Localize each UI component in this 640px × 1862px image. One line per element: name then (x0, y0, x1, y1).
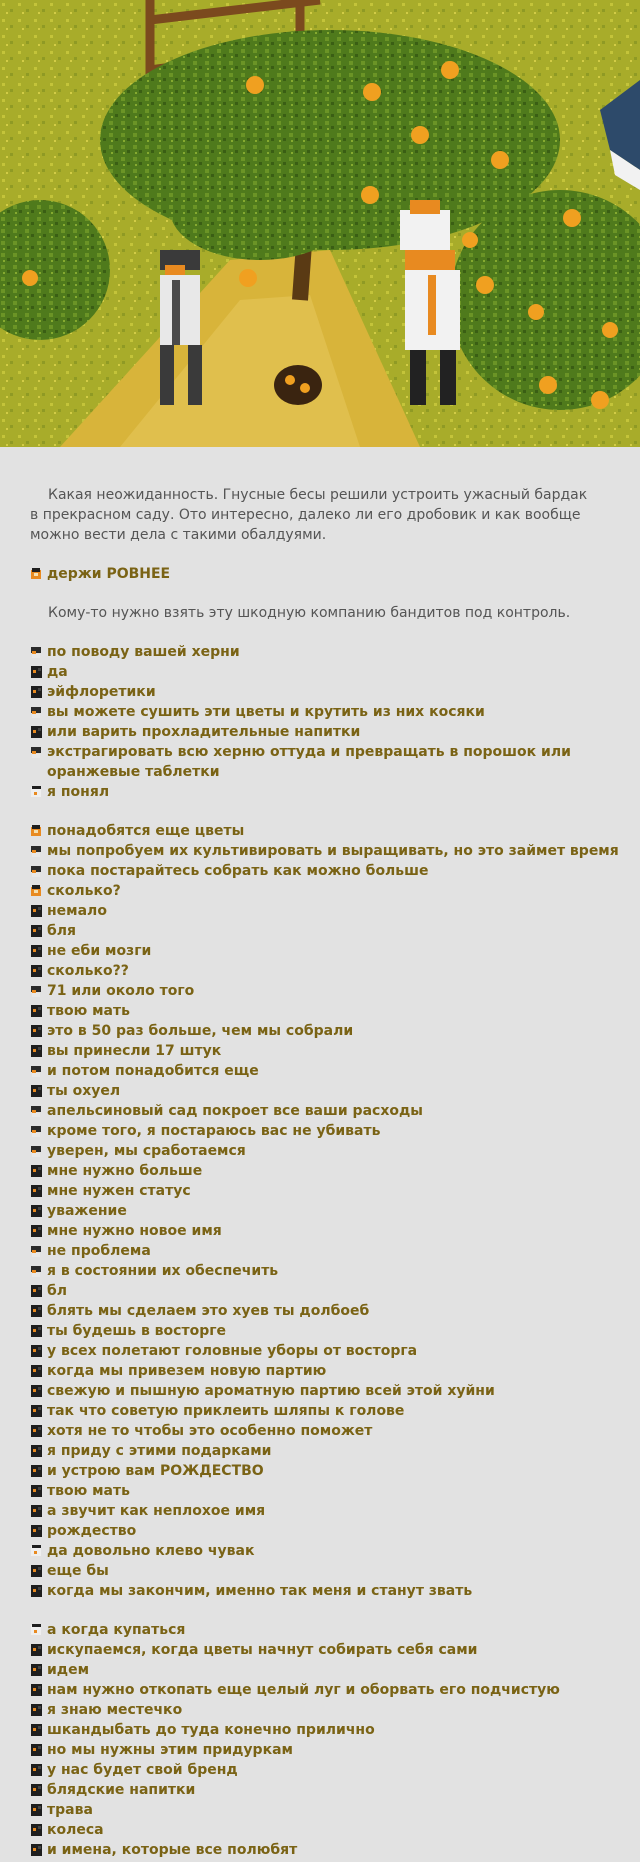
dark-character-icon (29, 1404, 43, 1418)
dialogue-line (29, 1521, 640, 1541)
goggles-character-icon (29, 1264, 43, 1278)
dialogue-line (29, 1281, 640, 1301)
dialogue-line (29, 1021, 640, 1041)
dark-character-icon (29, 1384, 43, 1398)
dialogue-line (29, 642, 640, 662)
dialogue-text: мне нужно новое имя (47, 1223, 222, 1239)
paragraph-gap (0, 545, 640, 564)
dialogue-text: и имена, которые все полюбят (47, 1842, 298, 1858)
dialogue-text: твою мать (47, 1003, 130, 1019)
dialogue-line (29, 1301, 640, 1321)
dialogue-text: а звучит как неплохое имя (47, 1503, 266, 1519)
dialogue-line (29, 1081, 640, 1101)
dialogue-text: нам нужно откопать еще целый луг и оборвать его подчистую (47, 1682, 560, 1698)
dialogue-text: и потом понадобится еще (47, 1063, 259, 1079)
dialogue-text: блять мы сделаем это хуев ты долбоеб (47, 1303, 370, 1319)
dark-character-icon (29, 1304, 43, 1318)
dark-character-icon (29, 1184, 43, 1198)
dialogue-line (29, 1780, 640, 1800)
dark-character-icon (29, 1584, 43, 1598)
dark-character-icon (29, 1564, 43, 1578)
dialogue-line (29, 1001, 640, 1021)
goggles-character-icon (29, 1104, 43, 1118)
dialogue-text: мне нужен статус (47, 1183, 191, 1199)
dialogue-line (29, 1481, 640, 1501)
dark-character-icon (29, 1504, 43, 1518)
dialogue-line (29, 1141, 640, 1161)
dark-character-icon (29, 1364, 43, 1378)
dialogue-line (29, 1061, 640, 1081)
dark-character-icon (29, 1044, 43, 1058)
dialogue-text: рождество (47, 1523, 137, 1539)
dialogue-line (29, 901, 640, 921)
dialogue-text: хотя не то чтобы это особенно поможет (47, 1423, 373, 1439)
dialogue-text: блядские напитки (47, 1782, 196, 1798)
dark-character-icon (29, 1204, 43, 1218)
dark-character-icon (29, 1723, 43, 1737)
dialogue-text: и устрою вам РОЖДЕСТВО (47, 1463, 264, 1479)
goggles-character-icon (29, 1124, 43, 1138)
dialogue-text: ты будешь в восторге (47, 1323, 227, 1339)
dark-character-icon (29, 964, 43, 978)
dialogue-line (29, 1820, 640, 1840)
dark-character-icon (29, 1324, 43, 1338)
dialogue-text: я приду с этими подарками (47, 1443, 272, 1459)
dialogue-text: ты охуел (47, 1083, 121, 1099)
dialogue-text: держи РОВНЕЕ (47, 566, 171, 582)
game-scene (0, 0, 640, 447)
dialogue-line (29, 1161, 640, 1181)
grey-character-icon (29, 1623, 43, 1637)
dialogue-text: так что советую приклеить шляпы к голове (47, 1403, 405, 1419)
dialogue-text: сколько?? (47, 963, 129, 979)
dialogue-text: не проблема (47, 1243, 151, 1259)
dialogue-line (29, 1660, 640, 1680)
dialogue-line (29, 841, 640, 861)
dark-character-icon (29, 1004, 43, 1018)
dialogue-line (29, 1561, 640, 1581)
narration-text: Какая неожиданность. Гнусные бесы решили устроить ужасный бардак в прекрасном саду. Ото интересно, далеко ли его дробовик и как вообще можно вести дела с такими обалдуями. (30, 487, 588, 543)
dialogue-line (29, 1121, 640, 1141)
dark-character-icon (29, 1464, 43, 1478)
dialogue-line (29, 1241, 640, 1261)
dialogue-line (29, 1640, 640, 1660)
dialogue-line (29, 1620, 640, 1640)
paragraph-gap (0, 584, 640, 603)
dialogue-line (29, 881, 640, 901)
dialogue-text: я понял (47, 784, 110, 800)
dialogue-line (29, 1800, 640, 1820)
dialogue-text: колеса (47, 1822, 104, 1838)
goggles-character-icon (29, 1144, 43, 1158)
dark-character-icon (29, 1643, 43, 1657)
dialogue-text: шкандыбать до туда конечно прилично (47, 1722, 375, 1738)
grey-character-icon (29, 785, 43, 799)
dialogue-text: но мы нужны этим придуркам (47, 1742, 293, 1758)
dark-character-icon (29, 1524, 43, 1538)
dialogue-text: у всех полетают головные уборы от восторга (47, 1343, 418, 1359)
dark-character-icon (29, 1284, 43, 1298)
dialogue-text: когда мы привезем новую партию (47, 1363, 327, 1379)
dialogue-line (29, 662, 640, 682)
grey-character-icon (29, 1544, 43, 1558)
dialogue-line (29, 921, 640, 941)
dialogue-line (29, 1201, 640, 1221)
dark-character-icon (29, 1224, 43, 1238)
goggles-character-icon (29, 844, 43, 858)
dark-character-icon (29, 1663, 43, 1677)
goggles-character-icon (29, 705, 43, 719)
dialogue-line (29, 1461, 640, 1481)
goggles-character-icon (29, 645, 43, 659)
dark-character-icon (29, 1444, 43, 1458)
dialogue-line (29, 1760, 640, 1780)
dialogue-line (29, 1700, 640, 1720)
dark-character-icon (29, 1803, 43, 1817)
dialogue-text: уважение (47, 1203, 127, 1219)
dialogue-line (29, 722, 640, 742)
dialogue-line (29, 1740, 640, 1760)
dialogue-text: идем (47, 1662, 90, 1678)
dialogue-line (29, 821, 640, 841)
dialogue-text: бл (47, 1283, 68, 1299)
dark-character-icon (29, 1743, 43, 1757)
dialogue-text: я в состоянии их обеспечить (47, 1263, 279, 1279)
goggles-character-icon (29, 984, 43, 998)
dialogue-line (29, 1381, 640, 1401)
dialogue-line (29, 1181, 640, 1201)
dialogue-text: или варить прохладительные напитки (47, 724, 361, 740)
dark-character-icon (29, 1024, 43, 1038)
dialogue-line (29, 1541, 640, 1561)
dialogue-line (29, 564, 640, 584)
dialogue-text: понадобятся еще цветы (47, 823, 245, 839)
orange-character-icon (29, 567, 43, 581)
dialogue-text: еще бы (47, 1563, 109, 1579)
dark-character-icon (29, 1683, 43, 1697)
dialogue-text: да довольно клево чувак (47, 1543, 255, 1559)
dialogue-line (29, 1720, 640, 1740)
dark-character-icon (29, 1823, 43, 1837)
dialogue-line (29, 782, 640, 802)
dialogue-text: эйфлоретики (47, 684, 156, 700)
dialogue-text: немало (47, 903, 107, 919)
basket-sprite (274, 365, 322, 405)
dialogue-line (29, 1840, 640, 1860)
dialogue-line (29, 702, 640, 722)
dialogue-line (29, 941, 640, 961)
dialogue-line (29, 1221, 640, 1241)
dark-character-icon (29, 904, 43, 918)
goggles-character-icon (29, 1064, 43, 1078)
dialogue-text: вы можете сушить эти цветы и крутить из них косяки (47, 704, 485, 720)
dialogue-line (29, 1341, 640, 1361)
dark-character-icon (29, 1164, 43, 1178)
dialogue-text: 71 или около того (47, 983, 195, 999)
goggles-character-icon (29, 745, 43, 759)
dialogue-line (29, 1421, 640, 1441)
orange-character-icon (29, 824, 43, 838)
dark-character-icon (29, 1763, 43, 1777)
dialogue-line (29, 1041, 640, 1061)
dark-character-icon (29, 1084, 43, 1098)
dialogue-text: экстрагировать всю херню оттуда и превращать в порошок или оранжевые таблетки (47, 744, 571, 780)
dialogue-text: у нас будет свой бренд (47, 1762, 238, 1778)
dialogue-line (29, 1321, 640, 1341)
top-spacer (0, 447, 640, 485)
dialogue-text: вы принесли 17 штук (47, 1043, 222, 1059)
dialogue-line (29, 861, 640, 881)
dark-character-icon (29, 665, 43, 679)
dark-character-icon (29, 1424, 43, 1438)
dark-character-icon (29, 685, 43, 699)
dialogue-text: я знаю местечко (47, 1702, 183, 1718)
goggles-character-icon (29, 864, 43, 878)
dark-character-icon (29, 1344, 43, 1358)
dialogue-text: уверен, мы сработаемся (47, 1143, 246, 1159)
dialogue-text: свежую и пышную ароматную партию всей этой хуйни (47, 1383, 495, 1399)
dialogue-text: твою мать (47, 1483, 130, 1499)
dialogue-text: по поводу вашей херни (47, 644, 240, 660)
dialogue-text: сколько? (47, 883, 121, 899)
dialogue-text: апельсиновый сад покроет все ваши расходы (47, 1103, 423, 1119)
dark-character-icon (29, 1484, 43, 1498)
dialogue-text: бля (47, 923, 77, 939)
dialogue-text: а когда купаться (47, 1622, 186, 1638)
dialogue-text: трава (47, 1802, 93, 1818)
dark-character-icon (29, 1843, 43, 1857)
paragraph-gap (0, 802, 640, 821)
dialogue-line (29, 981, 640, 1001)
dark-character-icon (29, 1703, 43, 1717)
dialogue-line (29, 1101, 640, 1121)
dialogue-line (29, 1401, 640, 1421)
dialogue-line (29, 961, 640, 981)
dialogue-line (29, 1361, 640, 1381)
dialogue-line (29, 1680, 640, 1700)
dialogue-text: мне нужно больше (47, 1163, 203, 1179)
dark-character-icon (29, 944, 43, 958)
dialogue-line (29, 1581, 640, 1601)
dialogue-text: мы попробуем их культивировать и выращивать, но это займет время (47, 843, 619, 859)
paragraph-gap (0, 623, 640, 642)
paragraph-gap (0, 1601, 640, 1620)
dialogue-text: это в 50 раз больше, чем мы собрали (47, 1023, 354, 1039)
dark-character-icon (29, 1783, 43, 1797)
dialogue-text: пока постарайтесь собрать как можно больше (47, 863, 429, 879)
dialogue-line (29, 1261, 640, 1281)
orange-character-icon (29, 884, 43, 898)
dialogue-line (29, 1441, 640, 1461)
dialogue-line (29, 682, 640, 702)
dialogue-text: да (47, 664, 68, 680)
dialogue-text: когда мы закончим, именно так меня и станут звать (47, 1583, 473, 1599)
dark-character-icon (29, 725, 43, 739)
dialogue-text: кроме того, я постараюсь вас не убивать (47, 1123, 381, 1139)
narration-text: Кому-то нужно взять эту шкодную компанию бандитов под контроль. (48, 605, 571, 621)
dialogue-text: не еби мозги (47, 943, 152, 959)
dark-character-icon (29, 924, 43, 938)
dialogue-line (29, 742, 640, 782)
goggles-character-icon (29, 1244, 43, 1258)
dialogue-line (29, 1501, 640, 1521)
dialogue-text: искупаемся, когда цветы начнут собирать себя сами (47, 1642, 478, 1658)
chat-log (0, 447, 640, 1860)
